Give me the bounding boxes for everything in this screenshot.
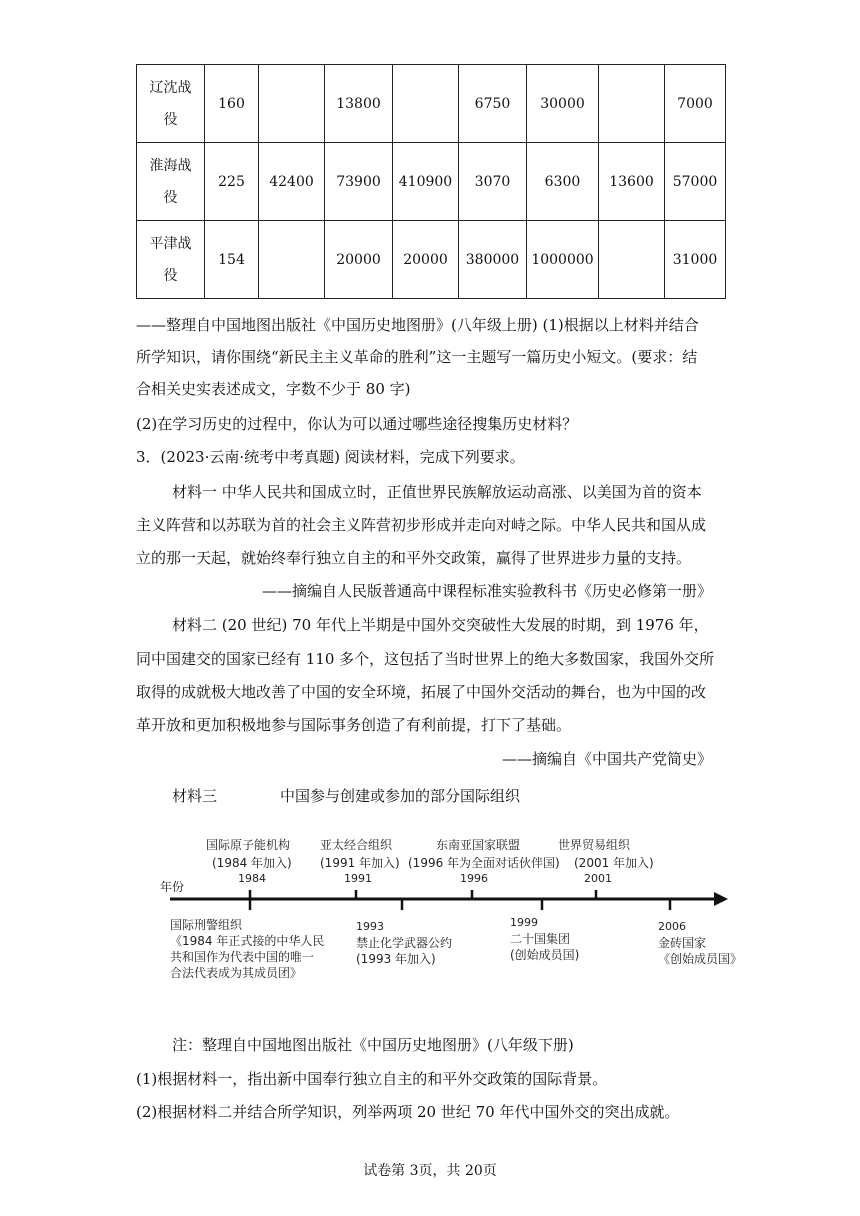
org-note: (1984 年加入) bbox=[212, 856, 292, 870]
q2-subquestion: (2)在学习历史的过程中，你认为可以通过哪些途径搜集历史材料？ bbox=[136, 415, 578, 433]
table-cell bbox=[393, 65, 459, 143]
table-cell: 20000 bbox=[393, 221, 459, 299]
org-line: (创始成员国) bbox=[510, 948, 580, 962]
q3-subquestion: (1)根据材料一，指出新中国奉行独立自主的和平外交政策的国际背景。 bbox=[136, 1070, 608, 1088]
table-cell: 225 bbox=[205, 143, 259, 221]
table-cell: 160 bbox=[205, 65, 259, 143]
org-line: 金砖国家 bbox=[658, 936, 707, 950]
material1-line: 材料一 中华人民共和国成立时，正值世界民族解放运动高涨、以美国为首的资本 bbox=[172, 483, 702, 501]
q2-line: 所学知识，请你围绕“新民主主义革命的胜利”这一主题写一篇历史小短文。(要求：结 bbox=[136, 348, 698, 366]
material3-label: 材料三 bbox=[172, 787, 218, 805]
material3-title: 中国参与创建或参加的部分国际组织 bbox=[280, 787, 521, 805]
org-year: 1999 bbox=[510, 916, 538, 929]
table-cell: 7000 bbox=[665, 65, 726, 143]
organizations-timeline bbox=[150, 832, 750, 992]
org-name: 世界贸易组织 bbox=[558, 838, 631, 852]
table-cell: 410900 bbox=[393, 143, 459, 221]
table-cell: 3070 bbox=[459, 143, 527, 221]
q3-header: 3．(2023·云南·统考中考真题) 阅读材料，完成下列要求。 bbox=[136, 448, 525, 466]
table-cell: 57000 bbox=[665, 143, 726, 221]
org-line: 国际刑警组织 bbox=[170, 918, 243, 932]
table-cell bbox=[599, 65, 665, 143]
page-footer: 试卷第 3页，共 20页 bbox=[363, 1163, 497, 1179]
table-cell: 6750 bbox=[459, 65, 527, 143]
battle-name: 淮海战 役 bbox=[137, 143, 205, 221]
table-cell bbox=[259, 65, 325, 143]
axis-label: 年份 bbox=[160, 880, 185, 894]
q3-subquestion: (2)根据材料二并结合所学知识，列举两项 20 世纪 70 年代中国外交的突出成就。 bbox=[136, 1103, 680, 1121]
table-cell: 20000 bbox=[325, 221, 393, 299]
org-year: 1993 bbox=[356, 920, 384, 933]
org-line: (1993 年加入) bbox=[356, 952, 436, 966]
table-cell: 13600 bbox=[599, 143, 665, 221]
table-row bbox=[137, 221, 726, 299]
material2-source: ——摘编自《中国共产党简史》 bbox=[501, 750, 712, 768]
material2-line: 材料二 (20 世纪) 70 年代上半期是中国外交突破性大发展的时期，到 1976 年， bbox=[172, 616, 709, 634]
org-year: 2001 bbox=[584, 872, 612, 885]
org-note: (1996 年为全面对话伙伴国) bbox=[408, 856, 560, 870]
table-cell bbox=[259, 221, 325, 299]
table-row bbox=[137, 143, 726, 221]
table-cell: 154 bbox=[205, 221, 259, 299]
material2-line: 革开放和更加积极地参与国际事务创造了有利前提，打下了基础。 bbox=[136, 716, 572, 734]
org-line: 禁止化学武器公约 bbox=[356, 936, 453, 950]
material1-source: ——摘编自人民版普通高中课程标准实验教科书《历史必修第一册》 bbox=[261, 582, 712, 600]
material1-line: 主义阵营和以苏联为首的社会主义阵营初步形成并走向对峙之际。中华人民共和国从成 bbox=[136, 516, 707, 534]
material2-line: 取得的成就极大地改善了中国的安全环境，拓展了中国外交活动的舞台，也为中国的改 bbox=[136, 683, 707, 701]
org-year: 1991 bbox=[344, 872, 372, 885]
org-name: 东南亚国家联盟 bbox=[436, 838, 521, 852]
org-name: 国际原子能机构 bbox=[206, 838, 291, 852]
org-note: (2001 年加入) bbox=[574, 856, 654, 870]
q2-line: ——整理自中国地图出版社《中国历史地图册》(八年级上册) (1)根据以上材料并结合 bbox=[136, 316, 699, 334]
table-cell: 1000000 bbox=[527, 221, 599, 299]
org-line: 共和国作为代表中国的唯一 bbox=[170, 950, 315, 964]
table-cell: 6300 bbox=[527, 143, 599, 221]
battle-name: 辽沈战 役 bbox=[137, 65, 205, 143]
org-line: 《创始成员国》 bbox=[658, 952, 743, 966]
org-year: 1984 bbox=[238, 872, 266, 885]
material2-line: 同中国建交的国家已经有 110 多个，这包括了当时世界上的绝大多数国家，我国外交所 bbox=[136, 650, 715, 668]
table-cell bbox=[599, 221, 665, 299]
table-cell: 13800 bbox=[325, 65, 393, 143]
table-cell: 31000 bbox=[665, 221, 726, 299]
battle-table bbox=[136, 64, 726, 299]
org-line: 《1984 年正式接的中华人民 bbox=[170, 934, 325, 948]
org-line: 二十国集团 bbox=[510, 932, 571, 946]
table-row bbox=[137, 65, 726, 143]
note: 注：整理自中国地图出版社《中国历史地图册》(八年级下册) bbox=[172, 1036, 574, 1054]
org-note: (1991 年加入) bbox=[320, 856, 400, 870]
battle-name: 平津战 役 bbox=[137, 221, 205, 299]
table-cell: 30000 bbox=[527, 65, 599, 143]
org-year: 1996 bbox=[460, 872, 488, 885]
table-cell: 73900 bbox=[325, 143, 393, 221]
org-name: 亚太经合组织 bbox=[320, 838, 393, 852]
table-cell: 42400 bbox=[259, 143, 325, 221]
q2-line: 合相关史实表述成文，字数不少于 80 字) bbox=[136, 380, 411, 398]
material1-line: 立的那一天起，就始终奉行独立自主的和平外交政策，赢得了世界进步力量的支持。 bbox=[136, 549, 692, 567]
table-cell: 380000 bbox=[459, 221, 527, 299]
org-year: 2006 bbox=[658, 920, 686, 933]
org-line: 合法代表成为其成员团》 bbox=[170, 966, 303, 980]
